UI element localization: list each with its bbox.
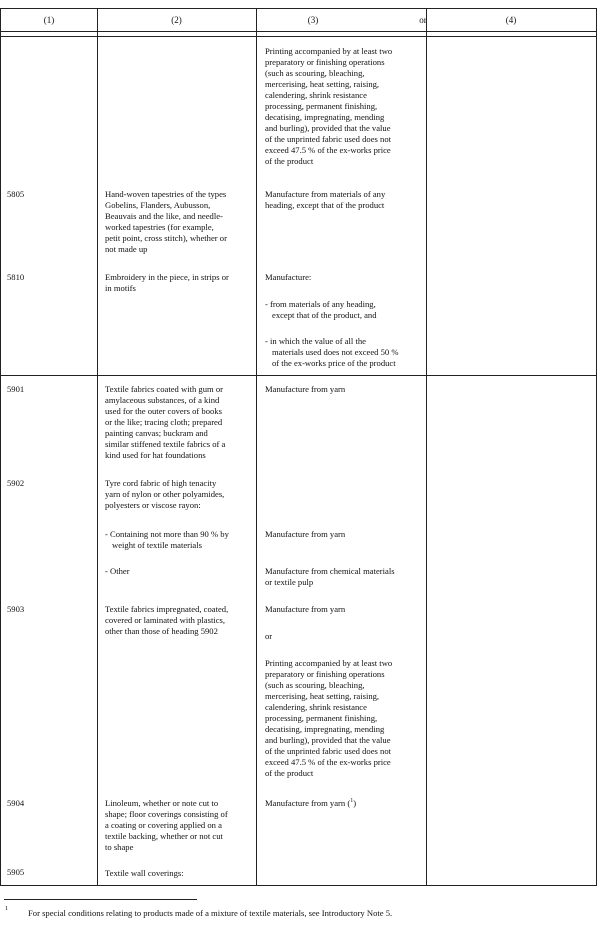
row-divider (1, 375, 596, 376)
footnote-mark: 1 (5, 905, 9, 912)
heading-code: 5901 (7, 384, 25, 394)
header-rule (1, 36, 596, 37)
footnote-ref: 1 (350, 798, 354, 805)
header-col-4: (4) (505, 15, 517, 25)
heading-code: 5902 (7, 478, 25, 488)
header-rule (1, 31, 596, 32)
footnote-text: For special conditions relating to products made of a mixture of textile materials, see Introductory Note 5. (28, 908, 393, 918)
heading-code: 5810 (7, 272, 25, 282)
col-divider (97, 9, 98, 885)
col-divider (256, 9, 257, 885)
header-col-3: (3) (307, 15, 319, 25)
col-divider (426, 9, 427, 885)
footnote-rule (4, 899, 197, 900)
heading-code: 5903 (7, 604, 25, 614)
header-col-1: (1) (43, 15, 55, 25)
header-or: or (419, 15, 427, 25)
header-col-2: (2) (171, 15, 182, 25)
heading-code: 5904 (7, 798, 25, 808)
rules-table: (1) (2) (3) or (4) Printing accompanied by at least two preparatory or finishing operations (such as scouring, bleaching, mercerising, heat setting, raising, calendering, shrink resistance processing, permanent finishing, decatising, impregnating, mending and burling), provided that the value of the unprinted fabric used does not exceed 47.5 % of the ex-works price of the product 5805 Hand-woven tapestries of the types Gobelins, Flanders, Aubusson, Beauvais and the like, and needle- worked tapestries (for example, petit point, cross stitch), whether or not made up Manufacture from materials of any heading, except that of the product 5810 Embroidery in the piece, in strips or in motifs Manufacture: - from materials of any heading, except that of the product, and - in which the value of all the materials used does not exceed 50 % of the ex-works price of the product 5901 Textile fabrics coated with gum or amylaceous substances, of a kind used for the outer covers of books or the like; tracing cloth; prepared painting canvas; buckram and similar stiffened textile fabrics of a kind used for hat foundations Manufacture from yarn 5902 Tyre cord fabric of high tenacity yarn of nylon or other polyamides, polyesters or viscose rayon: - Containing not more than 90 % by weight of textile materials Manufacture from yarn - Other Manufacture from chemical materials or textile pulp 5903 Textile fabrics impregnated, coated, covered or laminated with plastics, other than those of heading 5902 Manufacture from yarn or Printing accompanied by at least two preparatory or finishing operations (such as scouring, bleaching, mercerising, heat setting, raising, calendering, shrink resistance processing, permanent finishing, decatising, impregnating, mending and burling), provided that the value of the unprinted fabric used does not exceed 47.5 % of the ex-works price of the product 5904 Linoleum, whether or note cut to shape; floor coverings consisting of a coating or covering applied on a textile backing, whether or not cut to shape Manufacture from yarn ($^1$) 5905 Textile wall coverings: (0, 8, 597, 886)
heading-code: 5805 (7, 189, 25, 199)
heading-code: 5905 (7, 867, 25, 877)
